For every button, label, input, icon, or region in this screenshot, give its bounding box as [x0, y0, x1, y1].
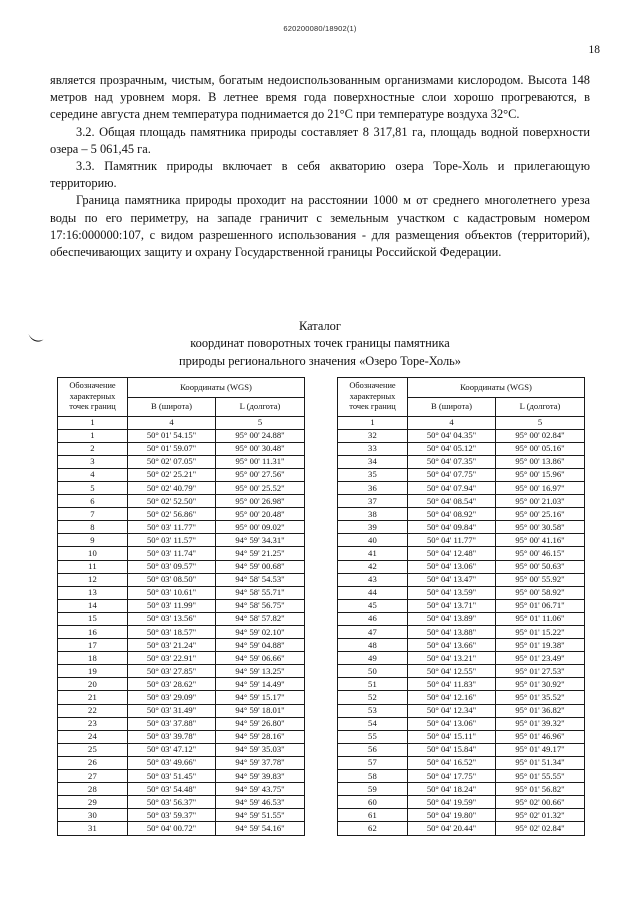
paragraph-intro: является прозрачным, чистым, богатым недоиспользованным организмами кислородом. Высота 148 метров над уровнем моря. В летнее время года поверхностные слои хорошо прогреваются, в середине августа днем температура поднимается до 21°С при температуре воздуха 32°С.	[50, 73, 590, 122]
point-longitude: 95° 01' 30.92"	[496, 678, 585, 691]
point-latitude: 50° 04' 08.54"	[408, 495, 496, 508]
point-longitude: 94° 59' 46.53"	[216, 796, 305, 809]
point-longitude: 94° 59' 18.01"	[216, 704, 305, 717]
point-latitude: 50° 03' 11.74"	[128, 547, 216, 560]
point-id: 29	[58, 796, 128, 809]
table-row	[338, 822, 585, 835]
table-row	[58, 730, 305, 743]
point-latitude: 50° 04' 13.89"	[408, 612, 496, 625]
point-latitude: 50° 04' 12.55"	[408, 665, 496, 678]
column-number-latitude: 4	[408, 417, 496, 430]
point-id: 8	[58, 521, 128, 534]
point-latitude: 50° 03' 39.78"	[128, 730, 216, 743]
table-row	[338, 743, 585, 756]
point-longitude: 95° 01' 15.22"	[496, 626, 585, 639]
point-latitude: 50° 04' 11.77"	[408, 534, 496, 547]
point-id: 28	[58, 783, 128, 796]
table-row	[338, 442, 585, 455]
table-row	[338, 665, 585, 678]
point-latitude: 50° 04' 13.06"	[408, 560, 496, 573]
point-id: 3	[58, 455, 128, 468]
table-row	[338, 691, 585, 704]
point-id: 13	[58, 586, 128, 599]
point-latitude: 50° 03' 29.09"	[128, 691, 216, 704]
point-id: 21	[58, 691, 128, 704]
table-row	[338, 599, 585, 612]
point-latitude: 50° 04' 09.84"	[408, 521, 496, 534]
table-row	[338, 508, 585, 521]
table-row	[58, 599, 305, 612]
point-latitude: 50° 03' 56.37"	[128, 796, 216, 809]
point-latitude: 50° 04' 04.35"	[408, 429, 496, 442]
point-id: 43	[338, 573, 408, 586]
point-id: 20	[58, 678, 128, 691]
point-latitude: 50° 04' 13.66"	[408, 639, 496, 652]
point-longitude: 94° 59' 37.78"	[216, 756, 305, 769]
header-point-designation-line1: Обозначение	[69, 381, 116, 391]
point-longitude: 95° 00' 11.31"	[216, 455, 305, 468]
point-longitude: 94° 59' 13.25"	[216, 665, 305, 678]
point-id: 23	[58, 717, 128, 730]
point-id: 59	[338, 783, 408, 796]
table-row	[338, 809, 585, 822]
point-latitude: 50° 03' 28.62"	[128, 678, 216, 691]
point-longitude: 95° 01' 23.49"	[496, 652, 585, 665]
point-latitude: 50° 04' 12.48"	[408, 547, 496, 560]
point-latitude: 50° 02' 56.86"	[128, 508, 216, 521]
table-row	[58, 639, 305, 652]
point-id: 47	[338, 626, 408, 639]
point-latitude: 50° 04' 00.72"	[128, 822, 216, 835]
point-longitude: 94° 59' 14.49"	[216, 678, 305, 691]
table-head-right	[338, 378, 585, 430]
point-longitude: 95° 01' 11.06"	[496, 612, 585, 625]
table-row	[58, 547, 305, 560]
table-row	[58, 796, 305, 809]
point-id: 41	[338, 547, 408, 560]
point-longitude: 94° 59' 02.10"	[216, 626, 305, 639]
header-coordinates-group: Координаты (WGS)	[408, 378, 585, 398]
table-row	[58, 822, 305, 835]
table-row	[58, 495, 305, 508]
point-latitude: 50° 01' 54.15"	[128, 429, 216, 442]
point-id: 30	[58, 809, 128, 822]
point-longitude: 95° 00' 58.92"	[496, 586, 585, 599]
table-row	[338, 521, 585, 534]
header-point-designation-line3: точек границ	[69, 402, 116, 412]
point-id: 22	[58, 704, 128, 717]
point-id: 11	[58, 560, 128, 573]
table-row	[58, 560, 305, 573]
point-latitude: 50° 03' 11.77"	[128, 521, 216, 534]
point-longitude: 95° 00' 26.98"	[216, 495, 305, 508]
point-id: 37	[338, 495, 408, 508]
table-header-row	[58, 378, 305, 398]
point-latitude: 50° 03' 31.49"	[128, 704, 216, 717]
point-id: 46	[338, 612, 408, 625]
point-id: 25	[58, 743, 128, 756]
point-latitude: 50° 02' 07.05"	[128, 455, 216, 468]
point-id: 32	[338, 429, 408, 442]
point-longitude: 95° 00' 46.15"	[496, 547, 585, 560]
point-longitude: 95° 00' 21.03"	[496, 495, 585, 508]
point-longitude: 95° 02' 00.66"	[496, 796, 585, 809]
point-id: 15	[58, 612, 128, 625]
table-row	[338, 612, 585, 625]
point-longitude: 95° 00' 02.84"	[496, 429, 585, 442]
table-row	[338, 495, 585, 508]
point-id: 39	[338, 521, 408, 534]
point-latitude: 50° 04' 15.84"	[408, 743, 496, 756]
point-id: 58	[338, 770, 408, 783]
table-row	[58, 770, 305, 783]
table-row	[338, 717, 585, 730]
point-latitude: 50° 03' 49.66"	[128, 756, 216, 769]
header-latitude: B (широта)	[128, 397, 216, 417]
table-row	[338, 796, 585, 809]
table-row	[338, 678, 585, 691]
point-longitude: 94° 59' 43.75"	[216, 783, 305, 796]
point-longitude: 94° 58' 55.71"	[216, 586, 305, 599]
point-latitude: 50° 03' 51.45"	[128, 770, 216, 783]
point-longitude: 95° 01' 35.52"	[496, 691, 585, 704]
point-id: 9	[58, 534, 128, 547]
point-latitude: 50° 04' 18.24"	[408, 783, 496, 796]
table-row	[58, 612, 305, 625]
point-id: 1	[58, 429, 128, 442]
table-row	[338, 573, 585, 586]
table-row	[338, 626, 585, 639]
point-latitude: 50° 02' 52.50"	[128, 495, 216, 508]
point-id: 48	[338, 639, 408, 652]
table-row	[58, 652, 305, 665]
point-latitude: 50° 03' 54.48"	[128, 783, 216, 796]
table-row	[338, 639, 585, 652]
point-id: 7	[58, 508, 128, 521]
page-number: 18	[588, 44, 600, 56]
point-latitude: 50° 03' 47.12"	[128, 743, 216, 756]
point-id: 44	[338, 586, 408, 599]
point-longitude: 94° 59' 51.55"	[216, 809, 305, 822]
point-longitude: 94° 59' 26.80"	[216, 717, 305, 730]
document-stamp: 620200080/18902(1)	[283, 24, 357, 33]
point-latitude: 50° 03' 27.85"	[128, 665, 216, 678]
point-longitude: 95° 00' 05.16"	[496, 442, 585, 455]
point-id: 35	[338, 468, 408, 481]
point-id: 40	[338, 534, 408, 547]
point-latitude: 50° 03' 11.57"	[128, 534, 216, 547]
point-id: 17	[58, 639, 128, 652]
point-latitude: 50° 04' 17.75"	[408, 770, 496, 783]
header-point-designation	[338, 378, 408, 417]
table-row	[338, 481, 585, 494]
table-header-row	[338, 378, 585, 398]
table-row	[338, 468, 585, 481]
point-id: 50	[338, 665, 408, 678]
paragraph-3-3: 3.3. Памятник природы включает в себя акваторию озера Торе-Холь и прилегающую территорию.	[50, 159, 590, 191]
point-id: 31	[58, 822, 128, 835]
point-longitude: 95° 00' 16.97"	[496, 481, 585, 494]
point-longitude: 95° 00' 55.92"	[496, 573, 585, 586]
point-longitude: 95° 01' 27.53"	[496, 665, 585, 678]
table-row	[58, 534, 305, 547]
point-id: 10	[58, 547, 128, 560]
table-row	[58, 573, 305, 586]
point-longitude: 95° 00' 30.58"	[496, 521, 585, 534]
point-latitude: 50° 04' 05.12"	[408, 442, 496, 455]
point-id: 2	[58, 442, 128, 455]
point-id: 42	[338, 560, 408, 573]
coordinate-table-right	[337, 377, 585, 836]
header-point-designation-line2: характерных	[349, 391, 396, 401]
point-latitude: 50° 04' 13.59"	[408, 586, 496, 599]
point-latitude: 50° 03' 13.56"	[128, 612, 216, 625]
point-latitude: 50° 04' 07.94"	[408, 481, 496, 494]
point-id: 51	[338, 678, 408, 691]
table-row	[58, 678, 305, 691]
column-number-longitude: 5	[496, 417, 585, 430]
point-latitude: 50° 03' 08.50"	[128, 573, 216, 586]
point-id: 12	[58, 573, 128, 586]
table-row	[338, 429, 585, 442]
point-latitude: 50° 04' 12.34"	[408, 704, 496, 717]
point-id: 45	[338, 599, 408, 612]
point-longitude: 94° 59' 15.17"	[216, 691, 305, 704]
table-row	[58, 586, 305, 599]
point-longitude: 95° 00' 41.16"	[496, 534, 585, 547]
table-row	[58, 455, 305, 468]
column-number-id: 1	[58, 417, 128, 430]
header-point-designation-line1: Обозначение	[349, 381, 396, 391]
point-longitude: 95° 00' 25.16"	[496, 508, 585, 521]
point-longitude: 95° 02' 01.32"	[496, 809, 585, 822]
point-id: 18	[58, 652, 128, 665]
point-latitude: 50° 04' 13.06"	[408, 717, 496, 730]
point-latitude: 50° 03' 37.88"	[128, 717, 216, 730]
point-longitude: 94° 59' 04.88"	[216, 639, 305, 652]
point-id: 57	[338, 756, 408, 769]
point-id: 16	[58, 626, 128, 639]
point-latitude: 50° 03' 18.57"	[128, 626, 216, 639]
point-id: 33	[338, 442, 408, 455]
point-longitude: 95° 00' 30.48"	[216, 442, 305, 455]
point-longitude: 94° 59' 39.83"	[216, 770, 305, 783]
point-latitude: 50° 04' 13.21"	[408, 652, 496, 665]
header-longitude: L (долгота)	[216, 397, 305, 417]
point-longitude: 95° 00' 13.86"	[496, 455, 585, 468]
header-coordinates-group: Координаты (WGS)	[128, 378, 305, 398]
table-row	[58, 468, 305, 481]
point-longitude: 95° 00' 24.88"	[216, 429, 305, 442]
header-point-designation-line2: характерных	[69, 391, 116, 401]
point-latitude: 50° 04' 19.59"	[408, 796, 496, 809]
table-row	[58, 743, 305, 756]
column-number-longitude: 5	[216, 417, 305, 430]
point-longitude: 95° 01' 36.82"	[496, 704, 585, 717]
point-id: 53	[338, 704, 408, 717]
catalog-title-line-1: Каталог	[299, 319, 341, 333]
table-row	[58, 756, 305, 769]
point-latitude: 50° 04' 19.80"	[408, 809, 496, 822]
point-latitude: 50° 04' 08.92"	[408, 508, 496, 521]
point-id: 19	[58, 665, 128, 678]
point-latitude: 50° 03' 09.57"	[128, 560, 216, 573]
table-row	[338, 756, 585, 769]
point-longitude: 95° 01' 56.82"	[496, 783, 585, 796]
table-row	[338, 770, 585, 783]
point-id: 14	[58, 599, 128, 612]
table-row	[58, 626, 305, 639]
point-longitude: 95° 01' 46.96"	[496, 730, 585, 743]
table-row	[338, 534, 585, 547]
table-row	[338, 783, 585, 796]
point-id: 36	[338, 481, 408, 494]
table-row	[58, 783, 305, 796]
point-id: 60	[338, 796, 408, 809]
point-longitude: 95° 01' 06.71"	[496, 599, 585, 612]
table-row	[338, 455, 585, 468]
point-id: 56	[338, 743, 408, 756]
point-latitude: 50° 03' 11.99"	[128, 599, 216, 612]
point-id: 27	[58, 770, 128, 783]
catalog-title-line-2: координат поворотных точек границы памятника	[190, 336, 450, 351]
point-longitude: 95° 00' 27.56"	[216, 468, 305, 481]
table-row	[58, 717, 305, 730]
table-body-left	[58, 429, 305, 835]
point-longitude: 95° 00' 20.48"	[216, 508, 305, 521]
table-row	[338, 586, 585, 599]
coordinate-table-left	[57, 377, 305, 836]
point-latitude: 50° 04' 13.47"	[408, 573, 496, 586]
point-longitude: 94° 59' 21.25"	[216, 547, 305, 560]
table-row	[58, 442, 305, 455]
catalog-title-line-3: природы регионального значения «Озеро Торе-Холь»	[178, 353, 461, 368]
table-column-number-row	[338, 417, 585, 430]
point-id: 38	[338, 508, 408, 521]
point-longitude: 95° 00' 25.52"	[216, 481, 305, 494]
point-longitude: 94° 59' 35.03"	[216, 743, 305, 756]
point-longitude: 95° 01' 51.34"	[496, 756, 585, 769]
point-latitude: 50° 01' 59.07"	[128, 442, 216, 455]
point-latitude: 50° 03' 10.61"	[128, 586, 216, 599]
point-latitude: 50° 04' 13.71"	[408, 599, 496, 612]
point-id: 34	[338, 455, 408, 468]
point-latitude: 50° 03' 21.24"	[128, 639, 216, 652]
table-row	[338, 547, 585, 560]
point-id: 26	[58, 756, 128, 769]
table-row	[338, 560, 585, 573]
point-longitude: 95° 01' 19.38"	[496, 639, 585, 652]
table-row	[58, 429, 305, 442]
point-longitude: 94° 58' 56.75"	[216, 599, 305, 612]
point-latitude: 50° 04' 11.83"	[408, 678, 496, 691]
point-latitude: 50° 04' 12.16"	[408, 691, 496, 704]
point-id: 49	[338, 652, 408, 665]
handwritten-margin-mark	[27, 331, 49, 345]
point-latitude: 50° 02' 25.21"	[128, 468, 216, 481]
paragraph-border-description: Граница памятника природы проходит на расстоянии 1000 м от среднего многолетнего уреза воды по его периметру, на западе граничит с земельным участком с кадастровым номером 17:16:000000:107, с видом разрешенного использования - для размещения объектов (территорий), обеспечивающих защиту и охрану Государственной границы Российской Федерации.	[50, 193, 590, 260]
point-longitude: 94° 58' 54.53"	[216, 573, 305, 586]
table-row	[58, 691, 305, 704]
paragraph-3-2: 3.2. Общая площадь памятника природы составляет 8 317,81 га, площадь водной поверхности озера – 5 061,45 га.	[50, 124, 590, 156]
point-latitude: 50° 04' 20.44"	[408, 822, 496, 835]
table-row	[58, 521, 305, 534]
header-point-designation	[58, 378, 128, 417]
table-head-left	[58, 378, 305, 430]
body-text	[50, 72, 590, 261]
table-row	[338, 730, 585, 743]
point-longitude: 95° 00' 15.96"	[496, 468, 585, 481]
point-longitude: 95° 02' 02.84"	[496, 822, 585, 835]
coordinate-tables	[0, 377, 640, 847]
table-body-right	[338, 429, 585, 835]
point-longitude: 95° 01' 55.55"	[496, 770, 585, 783]
point-latitude: 50° 04' 07.35"	[408, 455, 496, 468]
table-column-number-row	[58, 417, 305, 430]
point-latitude: 50° 03' 22.91"	[128, 652, 216, 665]
point-longitude: 94° 59' 54.16"	[216, 822, 305, 835]
point-longitude: 94° 59' 06.66"	[216, 652, 305, 665]
point-longitude: 94° 58' 57.82"	[216, 612, 305, 625]
table-row	[58, 809, 305, 822]
header-latitude: B (широта)	[408, 397, 496, 417]
point-latitude: 50° 04' 16.52"	[408, 756, 496, 769]
header-point-designation-line3: точек границ	[349, 402, 396, 412]
point-id: 61	[338, 809, 408, 822]
point-longitude: 95° 00' 09.02"	[216, 521, 305, 534]
point-latitude: 50° 04' 15.11"	[408, 730, 496, 743]
point-latitude: 50° 04' 07.75"	[408, 468, 496, 481]
point-longitude: 95° 01' 39.32"	[496, 717, 585, 730]
table-row	[338, 652, 585, 665]
point-latitude: 50° 03' 59.37"	[128, 809, 216, 822]
point-longitude: 94° 59' 34.31"	[216, 534, 305, 547]
point-id: 4	[58, 468, 128, 481]
table-row	[58, 665, 305, 678]
point-id: 55	[338, 730, 408, 743]
point-id: 24	[58, 730, 128, 743]
point-longitude: 95° 00' 50.63"	[496, 560, 585, 573]
point-latitude: 50° 02' 40.79"	[128, 481, 216, 494]
table-row	[58, 508, 305, 521]
point-id: 54	[338, 717, 408, 730]
point-latitude: 50° 04' 13.88"	[408, 626, 496, 639]
column-number-id: 1	[338, 417, 408, 430]
point-id: 5	[58, 481, 128, 494]
point-longitude: 95° 01' 49.17"	[496, 743, 585, 756]
point-id: 6	[58, 495, 128, 508]
point-id: 52	[338, 691, 408, 704]
header-longitude: L (долгота)	[496, 397, 585, 417]
table-row	[58, 704, 305, 717]
point-longitude: 94° 59' 28.16"	[216, 730, 305, 743]
table-row	[338, 704, 585, 717]
point-id: 62	[338, 822, 408, 835]
point-longitude: 94° 59' 00.68"	[216, 560, 305, 573]
table-row	[58, 481, 305, 494]
catalog-title	[50, 318, 590, 370]
column-number-latitude: 4	[128, 417, 216, 430]
